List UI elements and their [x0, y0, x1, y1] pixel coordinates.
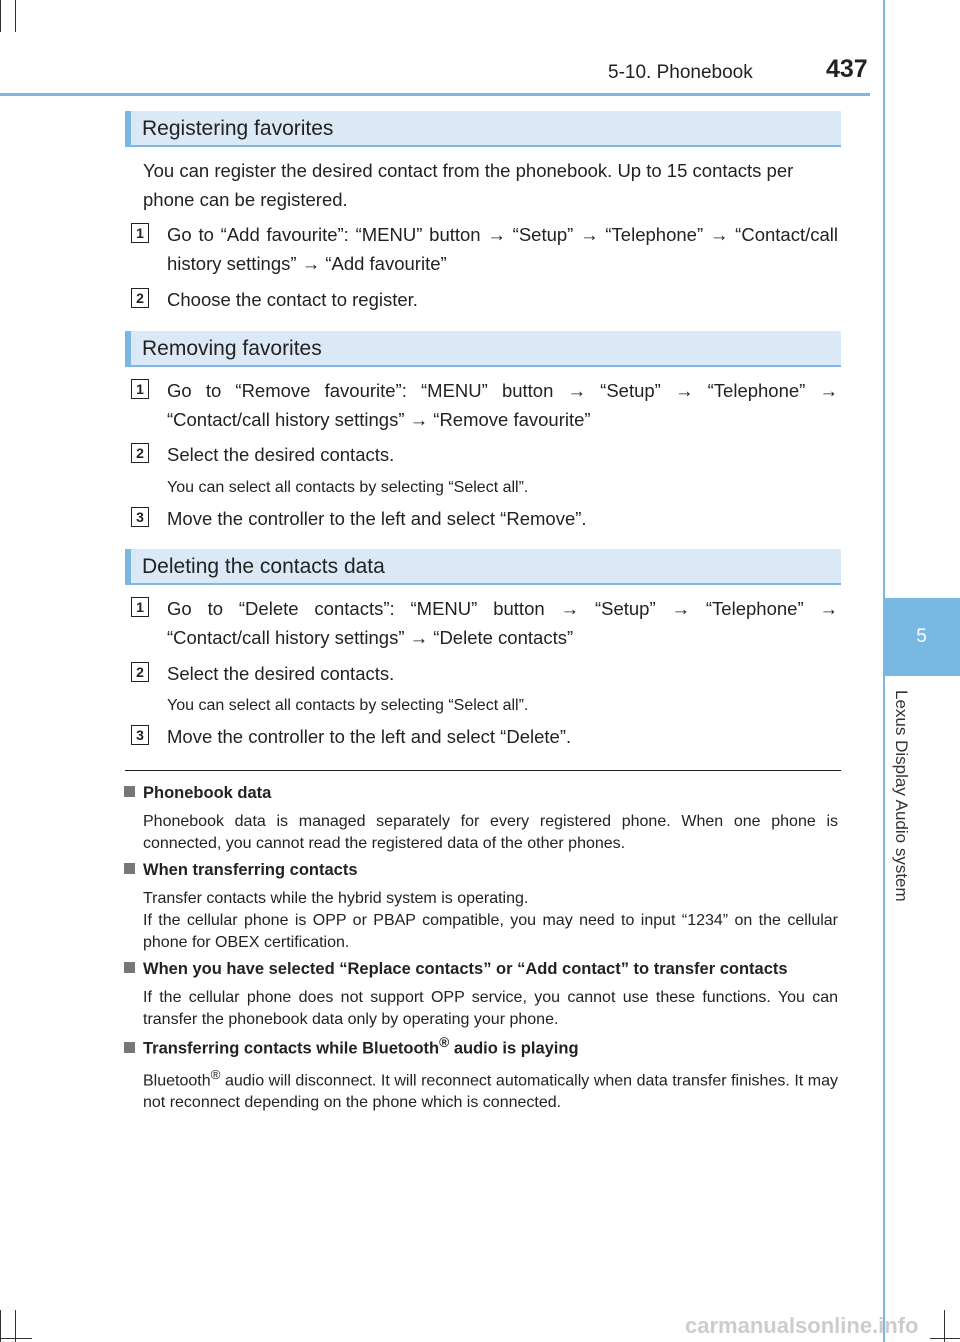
- step-number: 3: [131, 725, 149, 745]
- crop-mark: [15, 0, 16, 32]
- registering-intro: You can register the desired contact from the phonebook. Up to 15 contacts per phone can be registered.: [143, 160, 794, 210]
- note-body: Phonebook data is managed separately for every registered phone. When one phone is connected, you cannot read the registered data of the other phones.: [143, 813, 838, 852]
- crop-mark: [944, 1310, 945, 1342]
- step-number: 1: [131, 379, 149, 399]
- step-text: Go to “Add favourite”: “MENU” button → “Setup” → “Telephone” → “Contact/call history settings” → “Add favourite”: [167, 224, 838, 274]
- step-text: Move the controller to the left and select “Remove”.: [167, 508, 587, 529]
- step-text: Select the desired contacts.: [167, 663, 395, 684]
- note-heading: When transferring contacts: [124, 861, 358, 880]
- step-number: 1: [131, 223, 149, 243]
- step-number: 3: [131, 507, 149, 527]
- step-number: 1: [131, 597, 149, 617]
- watermark: carmanualsonline.info: [685, 1313, 919, 1338]
- step-text: Move the controller to the left and select “Delete”.: [167, 726, 572, 747]
- note-body: Transfer contacts while the hybrid system is operating. If the cellular phone is OPP or PBAP compatible, you may need to input “1234” on the cellular phone for OBEX certification.: [143, 890, 838, 951]
- notes-divider: [125, 770, 841, 771]
- square-bullet-icon: [124, 1042, 135, 1053]
- crop-mark: [0, 1338, 32, 1339]
- sub-note: You can select all contacts by selecting “Select all”.: [167, 479, 529, 496]
- chapter-tab[interactable]: 5: [883, 598, 960, 676]
- step-text: Go to “Delete contacts”: “MENU” button → “Setup” → “Telephone” → “Contact/call history settings” → “Delete contacts”: [167, 598, 838, 648]
- side-tab-label: Lexus Display Audio system: [892, 690, 911, 902]
- section-heading-removing: Removing favorites: [125, 331, 841, 367]
- header-rule: [0, 93, 870, 96]
- note-body: Bluetooth® audio will disconnect. It will reconnect automatically when data transfer finishes. It may not reconnect depending on the phone which is connected.: [143, 1067, 838, 1112]
- square-bullet-icon: [124, 863, 135, 874]
- note-body: If the cellular phone does not support OPP service, you cannot use these functions. You can transfer the phonebook data only by operating your phone.: [143, 989, 838, 1028]
- note-heading: Transferring contacts while Bluetooth® audio is playing: [124, 1035, 579, 1059]
- square-bullet-icon: [124, 786, 135, 797]
- section-heading-registering: Registering favorites: [125, 111, 841, 147]
- step-number: 2: [131, 288, 149, 308]
- chapter-title: 5-10. Phonebook: [608, 62, 753, 83]
- step-text: Select the desired contacts.: [167, 444, 395, 465]
- step-text: Choose the contact to register.: [167, 289, 418, 310]
- step-text: Go to “Remove favourite”: “MENU” button → “Setup” → “Telephone” → “Contact/call history settings” → “Remove favourite”: [167, 380, 838, 430]
- step-number: 2: [131, 443, 149, 463]
- page-number: 437: [826, 55, 868, 83]
- crop-mark: [930, 1338, 960, 1339]
- square-bullet-icon: [124, 962, 135, 973]
- sub-note: You can select all contacts by selecting “Select all”.: [167, 697, 529, 714]
- section-heading-deleting: Deleting the contacts data: [125, 549, 841, 585]
- note-heading: When you have selected “Replace contacts” or “Add contact” to transfer contacts: [124, 960, 788, 979]
- step-number: 2: [131, 662, 149, 682]
- crop-mark: [0, 0, 1, 32]
- note-heading: Phonebook data: [124, 784, 271, 803]
